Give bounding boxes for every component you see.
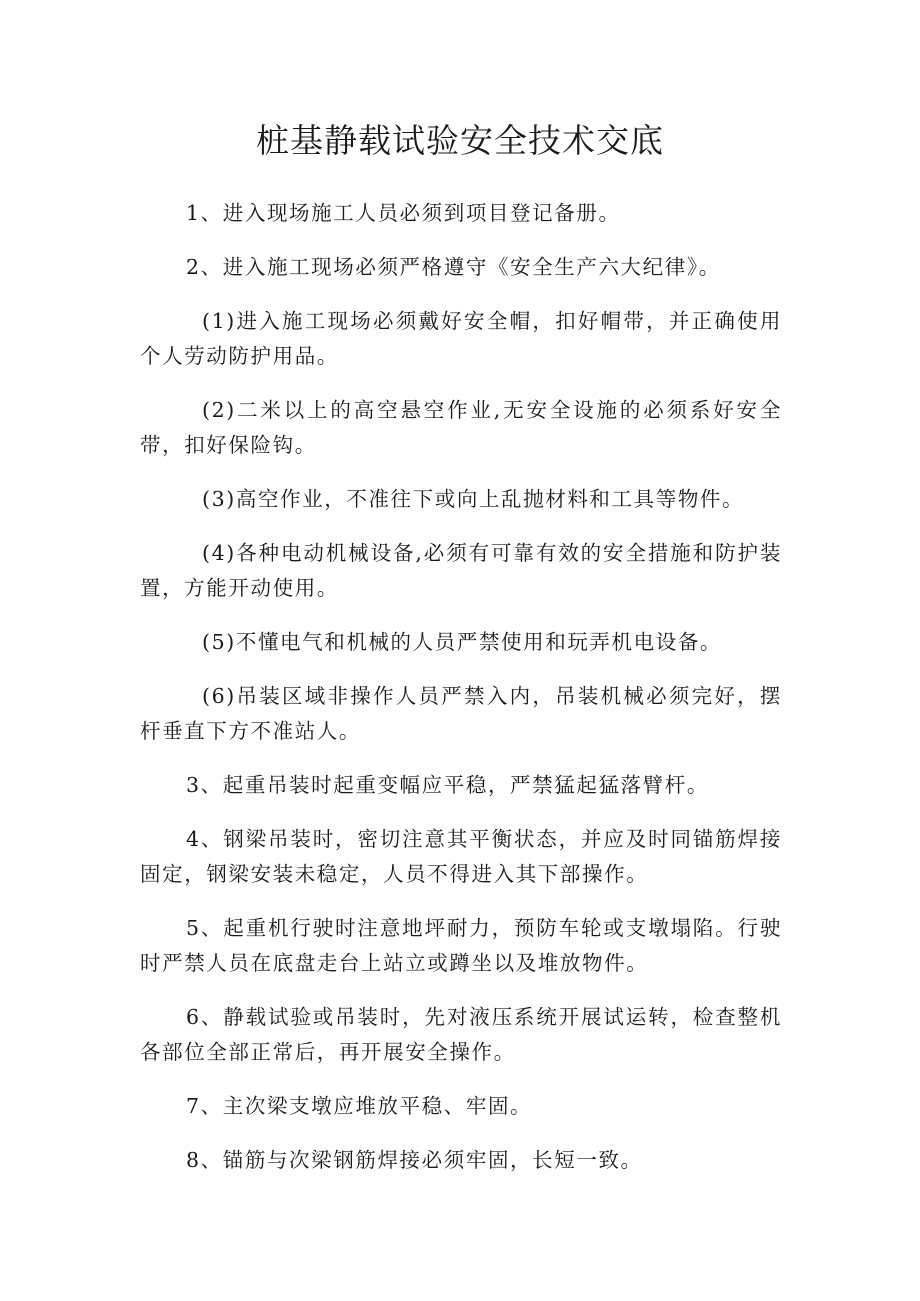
paragraph-subitem-5: (5)不懂电气和机械的人员严禁使用和玩弄机电设备。 bbox=[202, 630, 723, 654]
paragraph-subitem-1: (1)进入施工现场必须戴好安全帽，扣好帽带，并正确使用个人劳动防护用品。 bbox=[140, 309, 782, 368]
paragraph-item-1: 1、进入现场施工人员必须到项目登记备册。 bbox=[186, 201, 621, 225]
paragraph-item-6: 6、静载试验或吊装时，先对液压系统开展试运转，检查整机各部位全部正常后，再开展安全操作。 bbox=[140, 1005, 782, 1064]
paragraph-subitem-4: (4)各种电动机械设备,必须有可靠有效的安全措施和防护装置，方能开动使用。 bbox=[140, 541, 782, 600]
document-body bbox=[140, 196, 782, 1197]
paragraph-item-7: 7、主次梁支墩应堆放平稳、牢固。 bbox=[186, 1094, 533, 1118]
paragraph-item-5: 5、起重机行驶时注意地坪耐力，预防车轮或支墩塌陷。行驶时严禁人员在底盘走台上站立或蹲坐以及堆放物件。 bbox=[140, 916, 782, 975]
paragraph-subitem-2: (2)二米以上的高空悬空作业,无安全设施的必须系好安全带，扣好保险钩。 bbox=[140, 398, 782, 457]
paragraph-item-3: 3、起重吊装时起重变幅应平稳，严禁猛起猛落臂杆。 bbox=[186, 773, 709, 797]
paragraph-item-4: 4、钢梁吊装时，密切注意其平衡状态，并应及时同锚筋焊接固定，钢梁安装未稳定，人员不得进入其下部操作。 bbox=[140, 827, 782, 886]
paragraph-subitem-3: (3)高空作业，不准往下或向上乱抛材料和工具等物件。 bbox=[202, 487, 745, 511]
paragraph-item-8: 8、锚筋与次梁钢筋焊接必须牢固，长短一致。 bbox=[186, 1148, 643, 1172]
paragraph-item-2: 2、进入施工现场必须严格遵守《安全生产六大纪律》。 bbox=[186, 255, 721, 279]
document-title: 桩基静载试验安全技术交底 bbox=[256, 121, 664, 160]
paragraph-subitem-6: (6)吊装区域非操作人员严禁入内，吊装机械必须完好，摆杆垂直下方不准站人。 bbox=[140, 684, 782, 743]
